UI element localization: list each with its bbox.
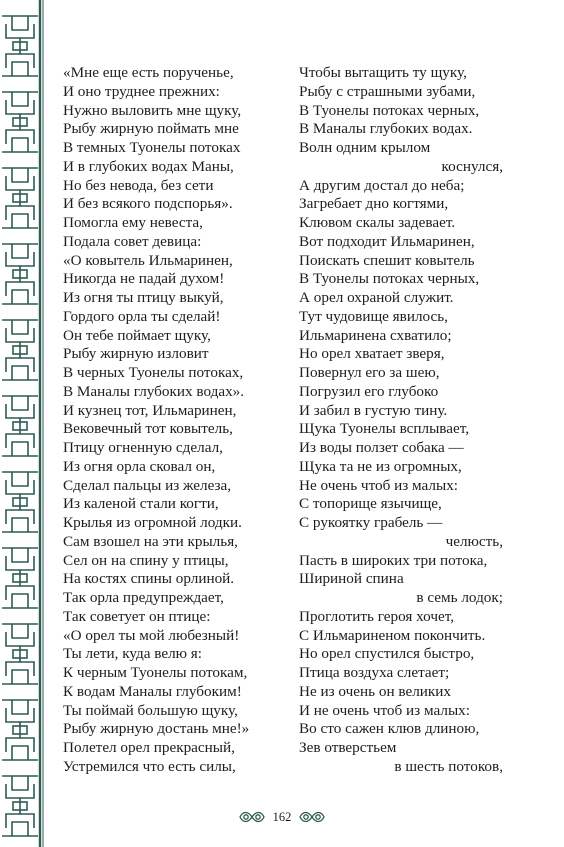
poem-line: Рыбу жирную поймать мне <box>63 120 239 138</box>
poem-line: Щука та не из огромных, <box>299 457 462 475</box>
poem-line: Волн одним крылом <box>299 139 431 156</box>
poem-line: Рыбу с страшными зубами, <box>299 82 476 100</box>
poem-line: Так советует он птице: <box>63 607 211 625</box>
poem-line: Чтобы вытащить ту щуку, <box>299 64 467 81</box>
poem-line: А орел охраной служит. <box>299 289 454 306</box>
poem-line: Погрузил его глубоко <box>299 382 439 400</box>
poem-line: челюсть, <box>445 532 503 550</box>
poem-line: Птица воздуха слетает; <box>299 664 450 681</box>
poem-line: Но орел спустился быстро, <box>299 645 475 663</box>
poem-line: А другим достал до неба; <box>299 176 465 194</box>
poem-line: Ты лети, куда велю я: <box>63 645 203 663</box>
poem-line: Сел он на спину у птицы, <box>63 551 229 569</box>
poem-line: Вот подходит Ильмаринен, <box>299 232 475 250</box>
poem-line: Подала совет девица: <box>63 232 202 250</box>
poem-line: Из огня орла сковал он, <box>63 457 216 475</box>
poem-line: В Туонелы потоках черных, <box>299 101 480 119</box>
poem-line: Крылья из огромной лодки. <box>63 514 242 531</box>
poem-line: Рыбу жирную изловит <box>63 345 209 363</box>
poem-line: «Мне еще есть порученье, <box>63 64 234 81</box>
poem-line: С рукоятку грабель — <box>299 514 443 531</box>
poem-line: Но без невода, без сети <box>63 176 214 194</box>
poem-line: «О орел ты мой любезный! <box>63 626 240 644</box>
poem-column-left <box>63 64 278 777</box>
poem-line: Он тебе поймает щуку, <box>63 326 211 344</box>
page-number: 162 <box>272 810 292 824</box>
poem-line: в шесть потоков, <box>394 757 503 775</box>
page-footer <box>0 806 564 830</box>
poem-line: Не очень чтоб из малых: <box>299 476 459 494</box>
poem-line: Из воды ползет собака — <box>299 439 464 456</box>
poem-line: Клювом скалы задевает. <box>299 214 456 231</box>
poem-line: На костях спины орлиной. <box>63 570 235 588</box>
poem-line: В черных Туонелы потоках, <box>63 364 244 381</box>
poem-line: И оно труднее прежних: <box>63 82 220 100</box>
poem-line: Щука Туонелы всплывает, <box>299 420 470 438</box>
poem-column-right <box>299 64 503 777</box>
poem-line: Не из очень он великих <box>299 682 452 700</box>
knot-ornament-left-icon <box>238 809 266 825</box>
poem-line: Из огня ты птицу выкуй, <box>63 289 224 306</box>
poem-line: К черным Туонелы потокам, <box>63 664 248 681</box>
poem-line: Зев отверстьем <box>299 739 397 756</box>
poem-line: В Туонелы потоках черных, <box>299 270 480 288</box>
poem-line: Рыбу жирную достань мне!» <box>63 720 250 738</box>
poem-line: Загребает дно когтями, <box>299 195 449 213</box>
poem-line: в семь лодок; <box>416 589 503 606</box>
poem-line: Помогла ему невеста, <box>63 214 203 231</box>
poem-line: Никогда не падай духом! <box>63 270 225 288</box>
poem-line: Гордого орла ты сделай! <box>63 307 221 325</box>
poem-line: Птицу огненную сделал, <box>63 439 223 456</box>
poem-line: Тут чудовище явилось, <box>299 307 448 325</box>
poem-line: И кузнец тот, Ильмаринен, <box>63 401 237 419</box>
poem-line: Вековечный тот ковытель, <box>63 420 233 438</box>
poem-line: Так орла предупреждает, <box>63 589 224 606</box>
poem-line: И без всякого подспорья». <box>63 195 233 213</box>
poem-line: «О ковытель Ильмаринен, <box>63 251 233 269</box>
poem-line: Устремился что есть силы, <box>63 757 236 775</box>
poem-line: Полетел орел прекрасный, <box>63 739 235 756</box>
poem-line: В Маналы глубоких водах. <box>299 120 473 138</box>
poem-line: Поискать спешит ковытель <box>299 251 475 269</box>
poem-line: Но орел хватает зверя, <box>299 345 445 363</box>
poem-line: И не очень чтоб из малых: <box>299 701 470 719</box>
poem-line: Проглотить героя хочет, <box>299 607 455 625</box>
poem-line: Ильмаринена схватило; <box>299 326 452 344</box>
poem-line: Нужно выловить мне щуку, <box>63 101 242 119</box>
poem-line: С топорище язычище, <box>299 495 442 513</box>
poem-line: Пасть в широких три потока, <box>299 551 488 569</box>
poem-line: В Маналы глубоких водах». <box>63 382 245 400</box>
poem-line: С Ильмариненом покончить. <box>299 626 486 644</box>
poem-line: Из каленой стали когти, <box>63 495 219 513</box>
poem-line: Во сто сажен клюв длиною, <box>299 720 480 738</box>
knotwork-border-icon <box>0 0 44 847</box>
poem-line: Шириной спина <box>299 570 404 588</box>
poem-line: И забил в густую тину. <box>299 401 448 419</box>
poem-line: Ты поймай большую щуку, <box>63 701 238 719</box>
poem-line: К водам Маналы глубоким! <box>63 682 242 700</box>
poem-line: И в глубоких водах Маны, <box>63 157 234 175</box>
knot-ornament-right-icon <box>298 809 326 825</box>
poem-line: Повернул его за шею, <box>299 364 440 381</box>
poem-line: В темных Туонелы потоках <box>63 139 241 156</box>
poem-line: коснулся, <box>441 157 503 175</box>
poem-line: Сам взошел на эти крылья, <box>63 532 238 550</box>
poem-line: Сделал пальцы из железа, <box>63 476 232 494</box>
